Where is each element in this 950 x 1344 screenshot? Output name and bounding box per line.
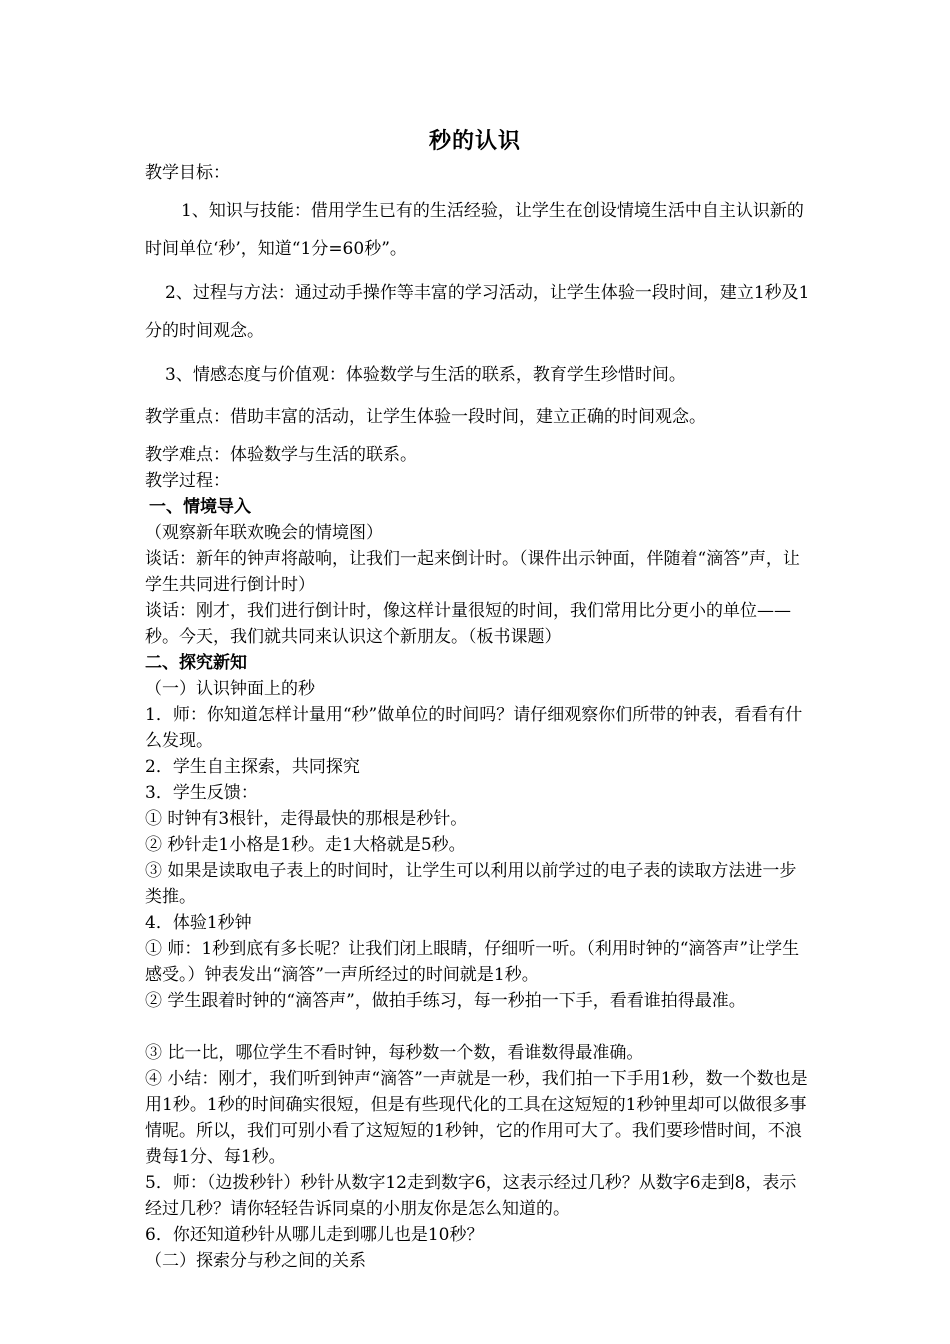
section-2-subheading-1: （一）认识钟面上的秒 [145,679,315,699]
list-item-4b: ② 学生跟着时钟的“滴答声”，做拍手练习，每一秒拍一下手，看看谁拍得最准。 [145,991,746,1011]
section-2-subheading-2: （二）探索分与秒之间的关系 [145,1251,366,1271]
list-item-4a: ① 师：1秒到底有多长呢？让我们闭上眼睛，仔细听一听。（利用时钟的“滴答声”让学生感受。）钟表发出“滴答”一声所经过的时间就是1秒。 [145,939,800,985]
list-item-1: 1．师：你知道怎样计量用“秒”做单位的时间吗？请仔细观察你们所带的钟表，看看有什么发现。 [145,705,803,751]
blank-line [145,1014,810,1040]
section-1-paragraph-1: （观察新年联欢晚会的情境图） [145,523,383,543]
process-heading: 教学过程： [145,471,230,491]
list-item-3: 3．学生反馈： [145,783,258,803]
key-point: 教学重点：借助丰富的活动，让学生体验一段时间，建立正确的时间观念。 [145,407,706,427]
page-title: 秒的认识 [428,129,521,154]
list-item-4c: ③ 比一比，哪位学生不看时钟，每秒数一个数，看谁数得最准确。 [145,1043,644,1063]
section-2-heading: 二、探究新知 [145,653,247,673]
document-body [145,160,810,1274]
list-item-4d: ④ 小结：刚才，我们听到钟声“滴答”一声就是一秒，我们拍一下手用1秒，数一个数也是用1秒。1秒的时间确实很短，但是有些现代化的工具在这短短的1秒钟里却可以做很多事情呢。所以，我们可别小看了这短短的1秒钟，它的作用可大了。我们要珍惜时间，不浪费每1分、每1秒。 [145,1069,808,1167]
difficulty: 教学难点：体验数学与生活的联系。 [145,445,417,465]
list-item-2: 2．学生自主探索，共同探究 [145,757,360,777]
list-item-5: 5．师：（边拨秒针）秒针从数字12走到数字6，这表示经过几秒？从数字6走到8，表示经过几秒？请你轻轻告诉同桌的小朋友你是怎么知道的。 [145,1173,797,1219]
list-item-3b: ② 秒针走1小格是1秒。走1大格就是5秒。 [145,835,466,855]
section-1-heading: 一、情境导入 [149,497,251,517]
list-item-3c: ③ 如果是读取电子表上的时间时，让学生可以利用以前学过的电子表的读取方法进一步类推。 [145,861,797,907]
list-item-4: 4．体验1秒钟 [145,913,252,933]
list-item-6: 6．你还知道秒针从哪儿走到哪儿也是10秒？ [145,1225,484,1245]
section-1-paragraph-3: 谈话：刚才，我们进行倒计时，像这样计量很短的时间，我们常用比分更小的单位——秒。今天，我们就共同来认识这个新朋友。（板书课题） [145,601,791,647]
goals-heading: 教学目标： [145,163,230,183]
list-item-3a: ① 时钟有3根针，走得最快的那根是秒针。 [145,809,468,829]
section-1-paragraph-2: 谈话：新年的钟声将敲响，让我们一起来倒计时。（课件出示钟面，伴随着“滴答”声，让学生共同进行倒计时） [145,549,800,595]
goal-paragraph-2: 2、过程与方法：通过动手操作等丰富的学习活动，让学生体验一段时间，建立1秒及1分的时间观念。 [145,283,810,341]
goal-paragraph-1: 1、知识与技能：借用学生已有的生活经验，让学生在创设情境生活中自主认识新的时间单位‘秒’，知道“1分=60秒”。 [145,201,804,259]
goal-paragraph-3: 3、情感态度与价值观：体验数学与生活的联系，教育学生珍惜时间。 [165,365,686,385]
